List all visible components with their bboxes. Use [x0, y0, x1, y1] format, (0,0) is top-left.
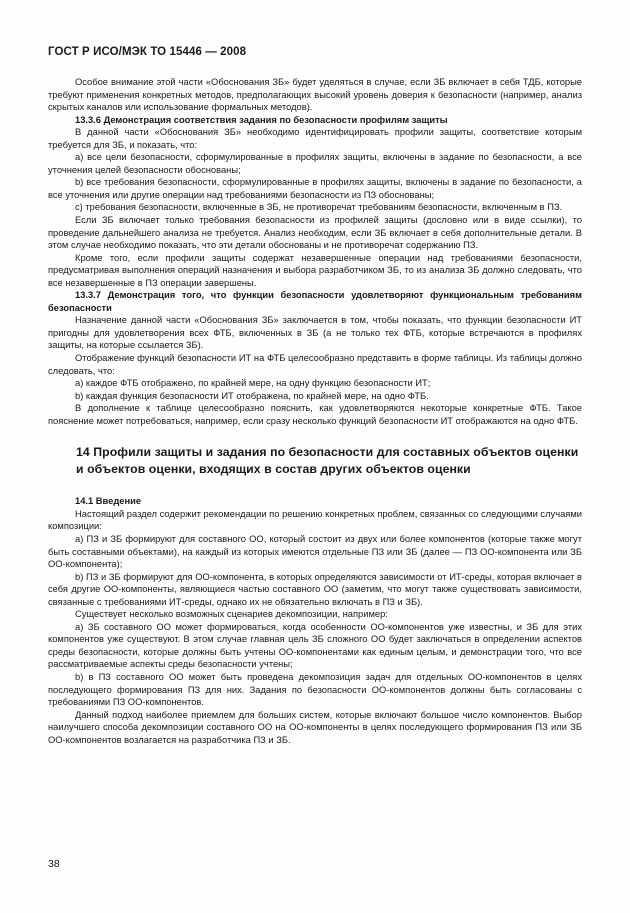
page-number: 38 [48, 858, 60, 870]
document-header: ГОСТ Р ИСО/МЭК ТО 15446 — 2008 [48, 46, 247, 58]
subsection-heading-13-3-7: 13.3.7 Демонстрация того, что функции безопасности удовлетворяют функциональным требованиям безопасности [48, 290, 582, 313]
paragraph: Особое внимание этой части «Обоснования ЗБ» будет уделяться в случае, если ЗБ включает в себя ТДБ, которые требуют применения конкретных методов, предполагающих высокий уровень доверия к безопасности (например, анализ скрытых каналов или использование формальных методов). [48, 77, 582, 113]
subsection-heading-13-3-6: 13.3.6 Демонстрация соответствия задания по безопасности профилям защиты [75, 114, 448, 125]
list-item: a) ЗБ составного ОО может формироваться, когда особенности ОО-компонентов уже известны, и ЗБ для этих компонентов уже существуют. В этом случае главная цель ЗБ сложного ОО будет заключаться в определении аспектов среды безопасности, которые должны быть учтены ОО-компонентами как единым целым, и демонстрации того, что все рассматриваемые аспекты среды безопасности учтены; [48, 621, 582, 670]
paragraph: В данной части «Обоснования ЗБ» необходимо идентифицировать профили защиты, соответствие которым требуется для ЗБ, и показать, что: [48, 127, 582, 150]
paragraph: Кроме того, если профили защиты содержат незавершенные операции над требованиями безопасности, предусматривая выполнения операций назначения и выбора разработчиком ЗБ, то из анализа ЗБ должно следовать, что все незавершенные в ПЗ операции завершены. [48, 252, 582, 288]
list-item: b) каждая функция безопасности ИТ отображена, по крайней мере, на одно ФТБ. [75, 390, 429, 401]
subsection-heading-14-1: 14.1 Введение [75, 496, 142, 507]
paragraph: В дополнение к таблице целесообразно пояснить, как удовлетворяются некоторые конкретные ФТБ. Такое пояснение может потребоваться, например, если сразу несколько функций безопасности ИТ отображаются на одно ФТБ. [48, 403, 582, 426]
paragraph: Отображение функций безопасности ИТ на ФТБ целесообразно представить в форме таблицы. Из таблицы должно следовать, что: [48, 353, 582, 376]
list-item: b) все требования безопасности, сформулированные в профилях защиты, включены в задание по безопасности, а все уточнения или другие операции над требованиями безопасности из ПЗ обоснованы; [48, 177, 582, 200]
block-13-3 [48, 76, 582, 427]
list-item: c) требования безопасности, включенные в ЗБ, не противоречат требованиям безопасности, включенным в ПЗ. [75, 202, 563, 213]
document-body [48, 76, 582, 746]
paragraph: Назначение данной части «Обоснования ЗБ» заключается в том, чтобы показать, что функции безопасности ИТ пригодны для удовлетворения всех ФТБ, включенных в ЗБ (а не только тех ФТБ, которые встречаются в профилях защиты, на которые ссылается ЗБ). [48, 315, 582, 351]
list-item: b) ПЗ и ЗБ формируют для ОО-компонента, в которых определяются зависимости от ИТ-среды, которая включает в себя другие ОО-компоненты, являющиеся частью составного ОО (заметим, что могут также существовать зависимости, связанные с требованиями ИТ-среды, однако их не обязательно включать в ПЗ и ЗБ). [48, 571, 582, 607]
list-item: b) в ПЗ составного ОО может быть проведена декомпозиция задач для отдельных ОО-компонентов в целях последующего формирования ПЗ для них. Задания по безопасности ОО-компонентов должны быть согласованы с требованиями ПЗ ОО-компонентов. [48, 671, 582, 708]
paragraph: Если ЗБ включает только требования безопасности из профилей защиты (дословно или в виде ссылки), то проведение дальнейшего анализа не требуется. Анализ необходим, если ЗБ включает в себя дополнительные детали. В этом случае необходимо показать, что эти детали обоснованы и не противоречат содержанию ПЗ. [48, 215, 582, 251]
paragraph: Данный подход наиболее приемлем для больших систем, которые включают большое число компонентов. Выбор наилучшего способа декомпозиции составного ОО на ОО-компоненты в целях последующего формирования ПЗ или ЗБ ОО-компонентов возлагается на разработчика ПЗ и ЗБ. [48, 709, 582, 745]
list-item: a) все цели безопасности, сформулированные в профилях защиты, включены в задание по безопасности, а все уточнения целей безопасности обоснованы; [48, 152, 582, 175]
paragraph: Настоящий раздел содержит рекомендации по решению конкретных проблем, связанных со следующими случаями композиции: [48, 508, 582, 532]
paragraph: Существует несколько возможных сценариев декомпозиции, например: [75, 609, 388, 620]
block-14-1 [48, 495, 582, 746]
list-item: a) ПЗ и ЗБ формируют для составного ОО, который состоит из двух или более компонентов (которые также могут быть составными объектами), на каждый из которых имеются отдельные ПЗ или ЗБ (далее — ПЗ ОО-компонента или ЗБ ОО-компонента); [48, 533, 582, 570]
section-heading-14: 14 Профили защиты и задания по безопасности для составных объектов оценки и объектов оценки, входящих в состав других объектов оценки [76, 445, 579, 477]
list-item: a) каждое ФТБ отображено, по крайней мере, на одну функцию безопасности ИТ; [75, 378, 431, 389]
